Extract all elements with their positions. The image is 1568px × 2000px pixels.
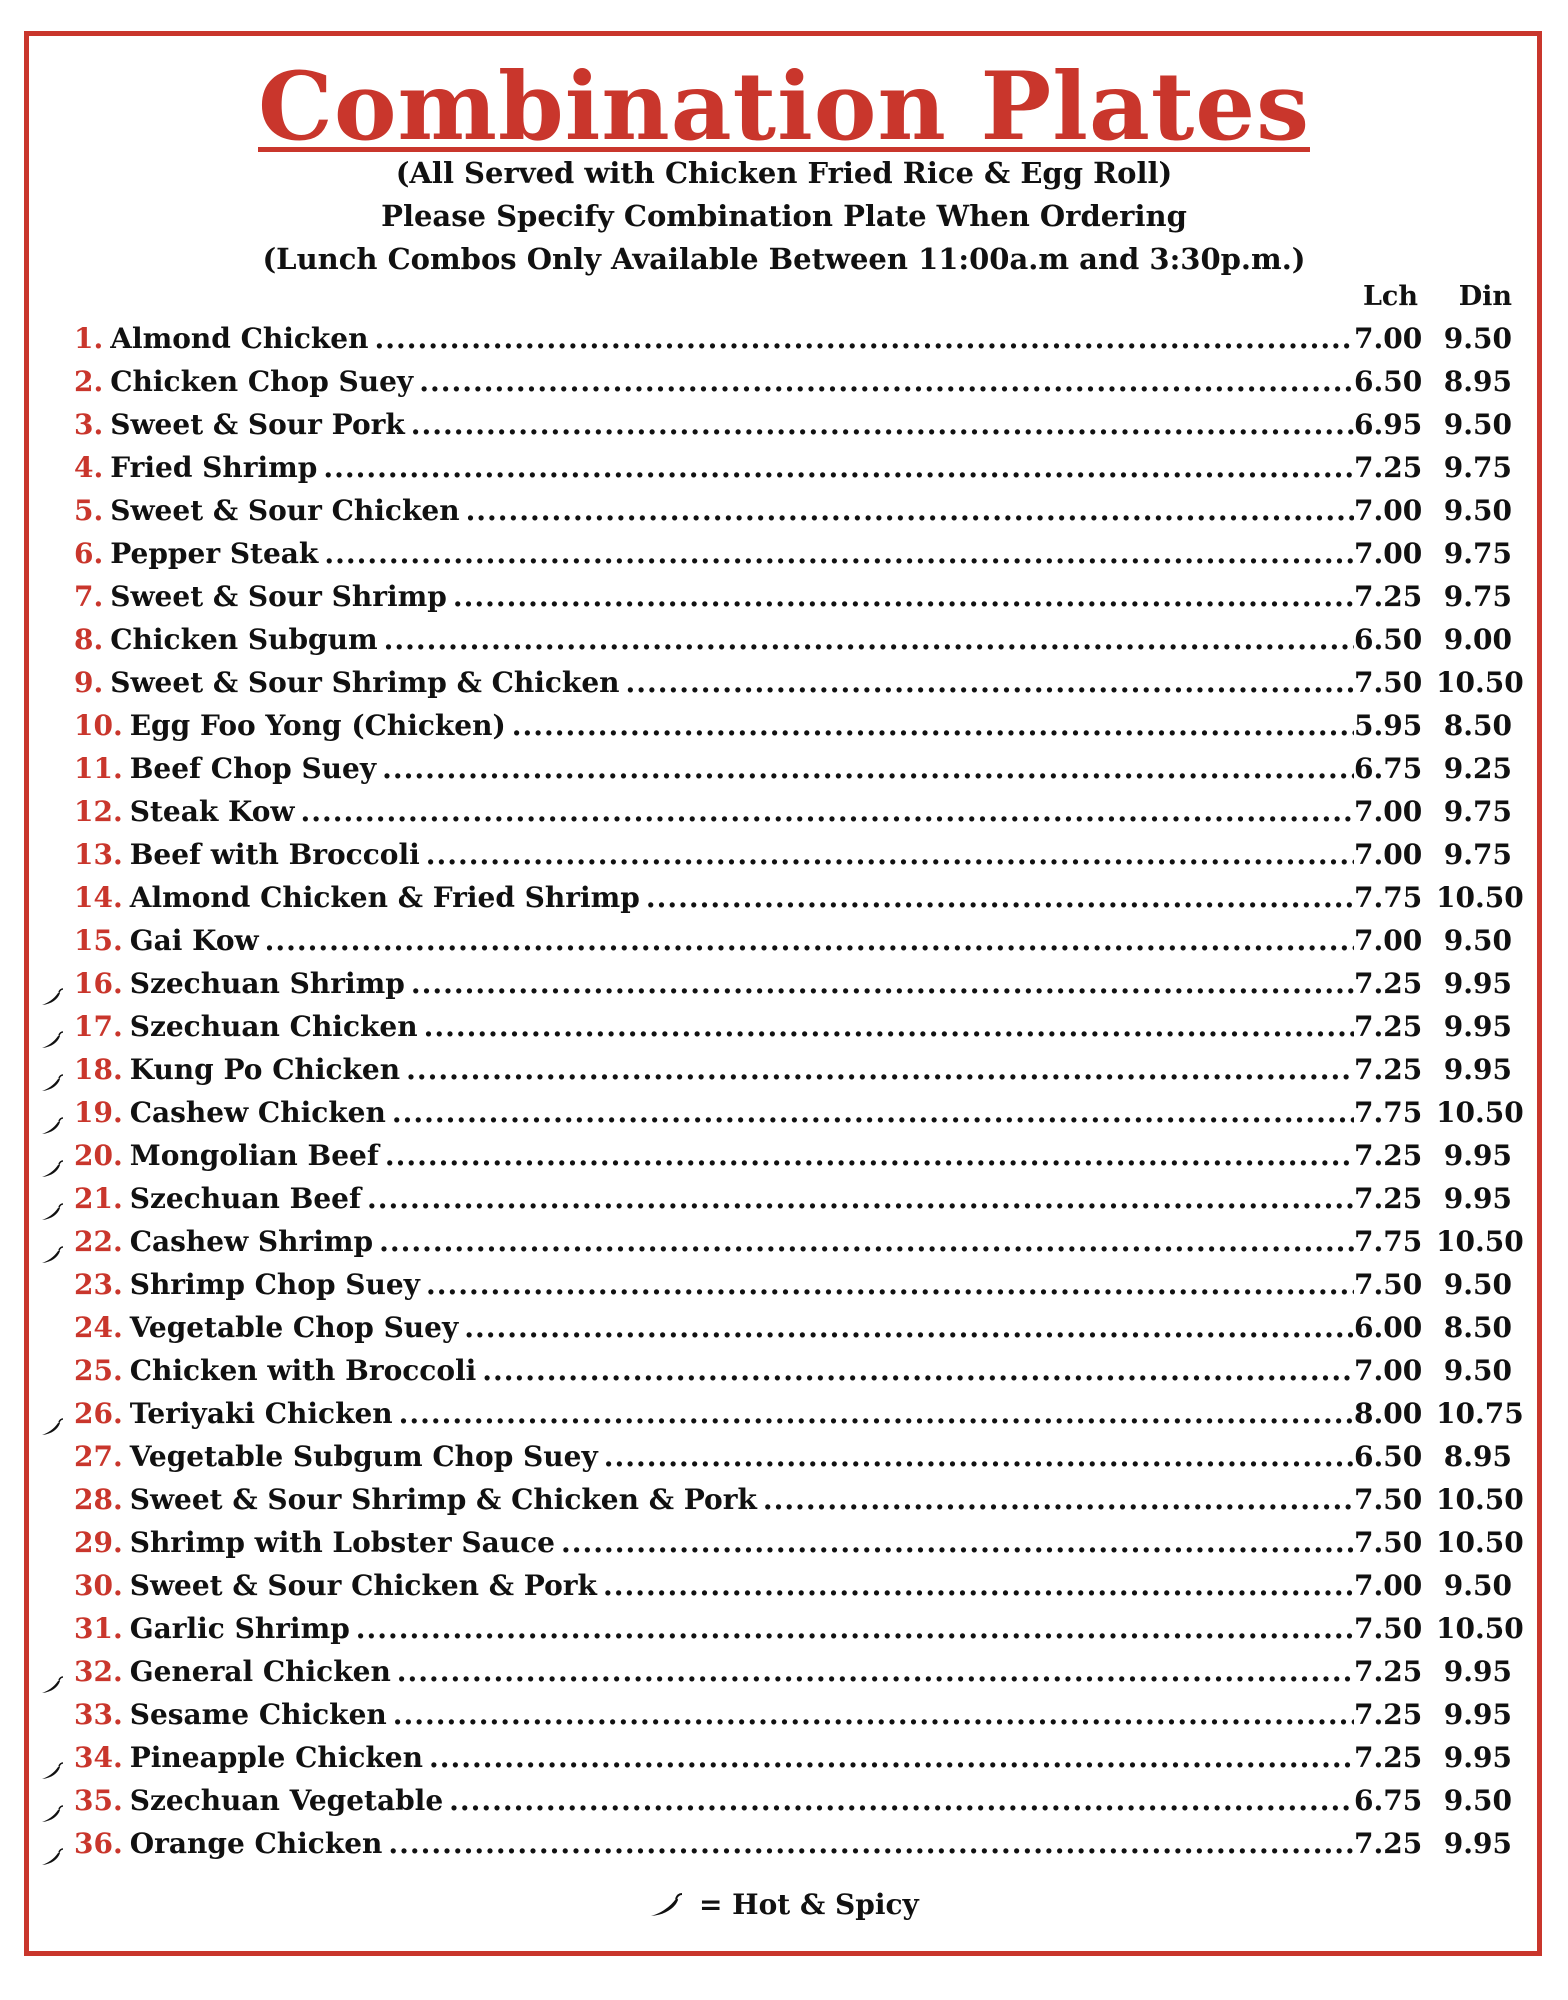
- legend-text: = Hot & Spicy: [698, 1888, 919, 1921]
- menu-item-number: 1.: [74, 322, 104, 355]
- dinner-price: 9.50: [1443, 1354, 1512, 1387]
- menu-item-name: Egg Foo Yong (Chicken): [129, 709, 506, 742]
- lunch-price: 7.50: [1354, 1612, 1423, 1645]
- dinner-price: 10.50: [1436, 666, 1524, 699]
- dot-leader: [406, 1048, 1354, 1091]
- dot-leader: [393, 1693, 1354, 1736]
- dinner-price: 10.50: [1436, 1612, 1524, 1645]
- menu-item-number: 20.: [74, 1139, 123, 1172]
- lunch-price: 6.00: [1354, 1311, 1423, 1344]
- menu-item-number: 7.: [74, 580, 104, 613]
- menu-item-number: 30.: [74, 1569, 123, 1602]
- menu-item-name: Fried Shrimp: [110, 451, 318, 484]
- menu-item-number: 9.: [74, 666, 104, 699]
- menu-item-number: 4.: [74, 451, 104, 484]
- lunch-price: 6.50: [1354, 623, 1423, 656]
- subtitle-line-1: (All Served with Chicken Fried Rice & Egg Roll): [395, 156, 1173, 190]
- dot-leader: [603, 1564, 1354, 1607]
- menu-item-number: 11.: [74, 752, 123, 785]
- dinner-price: 8.95: [1443, 1440, 1512, 1473]
- menu-item-name: Kung Po Chicken: [129, 1053, 401, 1086]
- lunch-price: 7.25: [1354, 1010, 1423, 1043]
- menu-item-name: Gai Kow: [129, 924, 259, 957]
- menu-item-name: Chicken Chop Suey: [110, 365, 414, 398]
- dinner-price: 9.50: [1443, 1569, 1512, 1602]
- dot-leader: [382, 747, 1354, 790]
- menu-item-label: [74, 618, 1354, 661]
- menu-item-label: [74, 1005, 1354, 1048]
- dot-leader: [265, 919, 1354, 962]
- menu-item-name: General Chicken: [129, 1655, 391, 1688]
- lunch-price: 5.95: [1354, 709, 1423, 742]
- menu-item: [0, 1693, 1568, 1736]
- dinner-price: 9.95: [1443, 1139, 1512, 1172]
- dinner-price: 9.75: [1443, 537, 1512, 570]
- lunch-price: 7.75: [1354, 1225, 1423, 1258]
- menu-item-number: 35.: [74, 1784, 123, 1817]
- menu-item-name: Pepper Steak: [110, 537, 319, 570]
- lunch-price: 7.00: [1354, 838, 1423, 871]
- menu-item-number: 25.: [74, 1354, 123, 1387]
- menu-item-label: [74, 1435, 1354, 1478]
- menu-item-label: [74, 1263, 1354, 1306]
- menu-item-name: Orange Chicken: [129, 1827, 383, 1860]
- menu-item: [0, 1263, 1568, 1306]
- menu-item: [0, 317, 1568, 360]
- menu-item-number: 14.: [74, 881, 123, 914]
- menu-item-label: [74, 747, 1354, 790]
- menu-item-name: Szechuan Shrimp: [129, 967, 405, 1000]
- menu-item-label: [74, 1693, 1354, 1736]
- menu-item-label: [74, 1521, 1354, 1564]
- lunch-price: 7.00: [1354, 795, 1423, 828]
- menu-item: [0, 1779, 1568, 1822]
- menu-item: [0, 1134, 1568, 1177]
- dinner-price: 9.75: [1443, 795, 1512, 828]
- dinner-price: 10.50: [1436, 1483, 1524, 1516]
- dot-leader: [426, 833, 1354, 876]
- dot-leader: [419, 360, 1354, 403]
- menu-item-number: 23.: [74, 1268, 123, 1301]
- dot-leader: [300, 790, 1354, 833]
- menu-item-list: [0, 317, 1568, 1865]
- lunch-price: 6.50: [1354, 365, 1423, 398]
- lunch-price: 7.75: [1354, 881, 1423, 914]
- menu-item-number: 6.: [74, 537, 104, 570]
- dinner-price: 10.75: [1436, 1397, 1524, 1430]
- lunch-price: 7.25: [1354, 967, 1423, 1000]
- pepper-icon: [41, 1749, 63, 1767]
- menu-item-name: Sweet & Sour Shrimp & Chicken: [110, 666, 620, 699]
- dot-leader: [367, 1177, 1354, 1220]
- menu-item-label: [74, 919, 1354, 962]
- menu-item-number: 36.: [74, 1827, 123, 1860]
- menu-item: [0, 661, 1568, 704]
- pepper-icon: [41, 1104, 63, 1122]
- menu-item-name: Mongolian Beef: [129, 1139, 379, 1172]
- dinner-price: 9.95: [1443, 967, 1512, 1000]
- dinner-price: 9.50: [1443, 1784, 1512, 1817]
- subtitle-line-2: Please Specify Combination Plate When Ordering: [381, 199, 1187, 233]
- lunch-price: 7.25: [1354, 1827, 1423, 1860]
- menu-item-name: Shrimp Chop Suey: [129, 1268, 420, 1301]
- dot-leader: [464, 1306, 1354, 1349]
- menu-item-label: [74, 1306, 1354, 1349]
- lunch-price: 6.95: [1354, 408, 1423, 441]
- dot-leader: [646, 876, 1354, 919]
- menu-item-number: 22.: [74, 1225, 123, 1258]
- dot-leader: [384, 618, 1354, 661]
- pepper-icon: [41, 1405, 63, 1423]
- menu-item-name: Chicken Subgum: [110, 623, 378, 656]
- menu-item-label: [74, 403, 1354, 446]
- lunch-price: 7.00: [1354, 537, 1423, 570]
- dot-leader: [482, 1349, 1354, 1392]
- menu-item-number: 12.: [74, 795, 123, 828]
- pepper-icon: [41, 1835, 63, 1853]
- menu-item-name: Szechuan Chicken: [129, 1010, 418, 1043]
- dot-leader: [763, 1478, 1354, 1521]
- dot-leader: [388, 1822, 1354, 1865]
- dot-leader: [429, 1736, 1354, 1779]
- menu-item-number: 16.: [74, 967, 123, 1000]
- dinner-price: 9.50: [1443, 408, 1512, 441]
- menu-item-name: Shrimp with Lobster Sauce: [129, 1526, 555, 1559]
- subtitle-line-3: (Lunch Combos Only Available Between 11:00a.m and 3:30p.m.): [262, 242, 1306, 276]
- lunch-price: 8.00: [1354, 1397, 1423, 1430]
- menu-item: [0, 1521, 1568, 1564]
- menu-item-name: Sweet & Sour Shrimp & Chicken & Pork: [129, 1483, 757, 1516]
- menu-item-name: Garlic Shrimp: [129, 1612, 350, 1645]
- menu-item-name: Beef Chop Suey: [129, 752, 377, 785]
- lunch-price: 6.50: [1354, 1440, 1423, 1473]
- menu-item: [0, 833, 1568, 876]
- menu-item-label: [74, 1134, 1354, 1177]
- menu-item: [0, 446, 1568, 489]
- dinner-price: 9.50: [1443, 1268, 1512, 1301]
- menu-item: [0, 919, 1568, 962]
- lunch-price: 7.00: [1354, 1569, 1423, 1602]
- menu-item-label: [74, 833, 1354, 876]
- page-title: Combination Plates: [258, 52, 1310, 162]
- lunch-price: 7.00: [1354, 924, 1423, 957]
- menu-item-number: 21.: [74, 1182, 123, 1215]
- menu-item-label: [74, 446, 1354, 489]
- dot-leader: [626, 661, 1355, 704]
- dot-leader: [374, 317, 1354, 360]
- menu-item-label: [74, 1736, 1354, 1779]
- menu-item-number: 27.: [74, 1440, 123, 1473]
- pepper-icon: [41, 1147, 63, 1165]
- menu-item-number: 17.: [74, 1010, 123, 1043]
- lunch-price: 7.25: [1354, 580, 1423, 613]
- menu-item-label: [74, 1607, 1354, 1650]
- lunch-price: 7.25: [1354, 1053, 1423, 1086]
- menu-item-number: 2.: [74, 365, 104, 398]
- menu-item: [0, 489, 1568, 532]
- menu-item: [0, 1306, 1568, 1349]
- dot-leader: [399, 1392, 1354, 1435]
- menu-item-name: Steak Kow: [129, 795, 295, 828]
- lunch-price: 7.75: [1354, 1096, 1423, 1129]
- pepper-icon: [41, 975, 63, 993]
- dot-leader: [397, 1650, 1354, 1693]
- menu-item-number: 32.: [74, 1655, 123, 1688]
- dot-leader: [561, 1521, 1354, 1564]
- menu-item: [0, 1005, 1568, 1048]
- menu-item: [0, 1607, 1568, 1650]
- dot-leader: [323, 446, 1354, 489]
- dinner-price: 9.75: [1443, 451, 1512, 484]
- dinner-price: 9.25: [1443, 752, 1512, 785]
- menu-item: [0, 1220, 1568, 1263]
- menu-item-label: [74, 532, 1354, 575]
- menu-item-name: Sesame Chicken: [129, 1698, 387, 1731]
- menu-item-name: Pineapple Chicken: [129, 1741, 423, 1774]
- lunch-price: 7.50: [1354, 1483, 1423, 1516]
- menu-item: [0, 403, 1568, 446]
- menu-item-number: 26.: [74, 1397, 123, 1430]
- menu-item-label: [74, 1779, 1354, 1822]
- menu-item-name: Beef with Broccoli: [129, 838, 420, 871]
- menu-item-number: 24.: [74, 1311, 123, 1344]
- menu-item-name: Almond Chicken: [110, 322, 369, 355]
- menu-item-label: [74, 790, 1354, 833]
- menu-item-name: Almond Chicken & Fried Shrimp: [129, 881, 640, 914]
- dot-leader: [449, 1779, 1354, 1822]
- dinner-price: 8.50: [1443, 1311, 1512, 1344]
- dot-leader: [356, 1607, 1354, 1650]
- menu-item-label: [74, 1650, 1354, 1693]
- dinner-price: 9.50: [1443, 322, 1512, 355]
- lunch-price: 7.25: [1354, 1698, 1423, 1731]
- dinner-price: 9.95: [1443, 1827, 1512, 1860]
- menu-item-number: 19.: [74, 1096, 123, 1129]
- menu-item: [0, 747, 1568, 790]
- dinner-price: 10.50: [1436, 1096, 1524, 1129]
- lunch-price: 7.50: [1354, 666, 1423, 699]
- pepper-icon: [41, 1792, 63, 1810]
- menu-item-name: Szechuan Beef: [129, 1182, 362, 1215]
- dinner-price: 10.50: [1436, 1225, 1524, 1258]
- lunch-price: 6.75: [1354, 752, 1423, 785]
- menu-item: [0, 1435, 1568, 1478]
- menu-item-label: [74, 962, 1354, 1005]
- menu-item-number: 33.: [74, 1698, 123, 1731]
- dot-leader: [324, 532, 1354, 575]
- menu-item: [0, 1349, 1568, 1392]
- menu-item-label: [74, 704, 1354, 747]
- menu-item-name: Sweet & Sour Shrimp: [110, 580, 447, 613]
- pepper-icon: [41, 1233, 63, 1251]
- dot-leader: [466, 489, 1354, 532]
- menu-item-number: 18.: [74, 1053, 123, 1086]
- lunch-price: 7.00: [1354, 1354, 1423, 1387]
- pepper-icon: [41, 1663, 63, 1681]
- menu-item: [0, 360, 1568, 403]
- menu-item-label: [74, 575, 1354, 618]
- lunch-price: 7.50: [1354, 1526, 1423, 1559]
- lunch-price: 7.25: [1354, 1655, 1423, 1688]
- dinner-price: 9.95: [1443, 1182, 1512, 1215]
- dinner-price: 9.95: [1443, 1053, 1512, 1086]
- menu-item-name: Sweet & Sour Chicken & Pork: [129, 1569, 597, 1602]
- menu-item-label: [74, 1392, 1354, 1435]
- menu-item-number: 29.: [74, 1526, 123, 1559]
- menu-item-label: [74, 1177, 1354, 1220]
- column-header-lunch: Lch: [1362, 281, 1418, 312]
- menu-item: [0, 1736, 1568, 1779]
- dot-leader: [385, 1134, 1354, 1177]
- dot-leader: [392, 1091, 1354, 1134]
- menu-item-name: Vegetable Chop Suey: [129, 1311, 459, 1344]
- dinner-price: 10.50: [1436, 881, 1524, 914]
- menu-item-name: Vegetable Subgum Chop Suey: [129, 1440, 598, 1473]
- dot-leader: [453, 575, 1354, 618]
- menu-item-number: 15.: [74, 924, 123, 957]
- dot-leader: [424, 1005, 1354, 1048]
- dinner-price: 9.00: [1443, 623, 1512, 656]
- menu-item-label: [74, 1349, 1354, 1392]
- dinner-price: 9.95: [1443, 1741, 1512, 1774]
- dinner-price: 9.75: [1443, 580, 1512, 613]
- menu-item-label: [74, 1048, 1354, 1091]
- dinner-price: 8.50: [1443, 709, 1512, 742]
- lunch-price: 7.25: [1354, 1182, 1423, 1215]
- menu-item: [0, 1177, 1568, 1220]
- lunch-price: 6.75: [1354, 1784, 1423, 1817]
- dinner-price: 9.50: [1443, 924, 1512, 957]
- menu-item-number: 8.: [74, 623, 104, 656]
- menu-item: [0, 1478, 1568, 1521]
- menu-item: [0, 876, 1568, 919]
- column-header-dinner: Din: [1458, 281, 1512, 312]
- menu-item-label: [74, 661, 1354, 704]
- menu-item: [0, 532, 1568, 575]
- pepper-icon: [41, 1061, 63, 1079]
- menu-item-number: 34.: [74, 1741, 123, 1774]
- menu-item-name: Chicken with Broccoli: [129, 1354, 477, 1387]
- lunch-price: 7.00: [1354, 494, 1423, 527]
- lunch-price: 7.25: [1354, 1139, 1423, 1172]
- dinner-price: 9.95: [1443, 1698, 1512, 1731]
- pepper-icon: [41, 1018, 63, 1036]
- dinner-price: 8.95: [1443, 365, 1512, 398]
- dinner-price: 10.50: [1436, 1526, 1524, 1559]
- dot-leader: [411, 962, 1354, 1005]
- dot-leader: [411, 403, 1354, 446]
- menu-item-label: [74, 360, 1354, 403]
- dinner-price: 9.95: [1443, 1010, 1512, 1043]
- menu-item-number: 31.: [74, 1612, 123, 1645]
- menu-item: [0, 1048, 1568, 1091]
- menu-item: [0, 1564, 1568, 1607]
- pepper-icon: [649, 1892, 683, 1918]
- menu-item-label: [74, 1478, 1354, 1521]
- menu-item-number: 13.: [74, 838, 123, 871]
- dot-leader: [604, 1435, 1354, 1478]
- dot-leader: [379, 1220, 1354, 1263]
- dinner-price: 9.75: [1443, 838, 1512, 871]
- menu-item-name: Cashew Shrimp: [129, 1225, 374, 1258]
- menu-item-label: [74, 1564, 1354, 1607]
- pepper-icon: [41, 1190, 63, 1208]
- menu-item: [0, 1392, 1568, 1435]
- menu-item-label: [74, 1220, 1354, 1263]
- menu-item: [0, 1650, 1568, 1693]
- dot-leader: [426, 1263, 1354, 1306]
- lunch-price: 7.25: [1354, 451, 1423, 484]
- lunch-price: 7.25: [1354, 1741, 1423, 1774]
- menu-item: [0, 962, 1568, 1005]
- page-title-wrap: [0, 52, 1568, 162]
- menu-item-label: [74, 317, 1354, 360]
- menu-item-name: Teriyaki Chicken: [129, 1397, 393, 1430]
- menu-item-label: [74, 876, 1354, 919]
- lunch-price: 7.00: [1354, 322, 1423, 355]
- dinner-price: 9.50: [1443, 494, 1512, 527]
- menu-item-label: [74, 1822, 1354, 1865]
- menu-item: [0, 1822, 1568, 1865]
- menu-item: [0, 704, 1568, 747]
- menu-item-number: 10.: [74, 709, 123, 742]
- menu-item-name: Sweet & Sour Chicken: [110, 494, 460, 527]
- menu-item: [0, 1091, 1568, 1134]
- menu-item: [0, 575, 1568, 618]
- dot-leader: [512, 704, 1354, 747]
- menu-item-name: Cashew Chicken: [129, 1096, 386, 1129]
- menu-item-label: [74, 1091, 1354, 1134]
- lunch-price: 7.50: [1354, 1268, 1423, 1301]
- dinner-price: 9.95: [1443, 1655, 1512, 1688]
- menu-item-name: Szechuan Vegetable: [129, 1784, 444, 1817]
- menu-item-number: 28.: [74, 1483, 123, 1516]
- menu-item: [0, 618, 1568, 661]
- menu-item-number: 5.: [74, 494, 104, 527]
- menu-item-name: Sweet & Sour Pork: [110, 408, 405, 441]
- menu-item-label: [74, 489, 1354, 532]
- menu-item-number: 3.: [74, 408, 104, 441]
- menu-item: [0, 790, 1568, 833]
- legend: [0, 1888, 1568, 1921]
